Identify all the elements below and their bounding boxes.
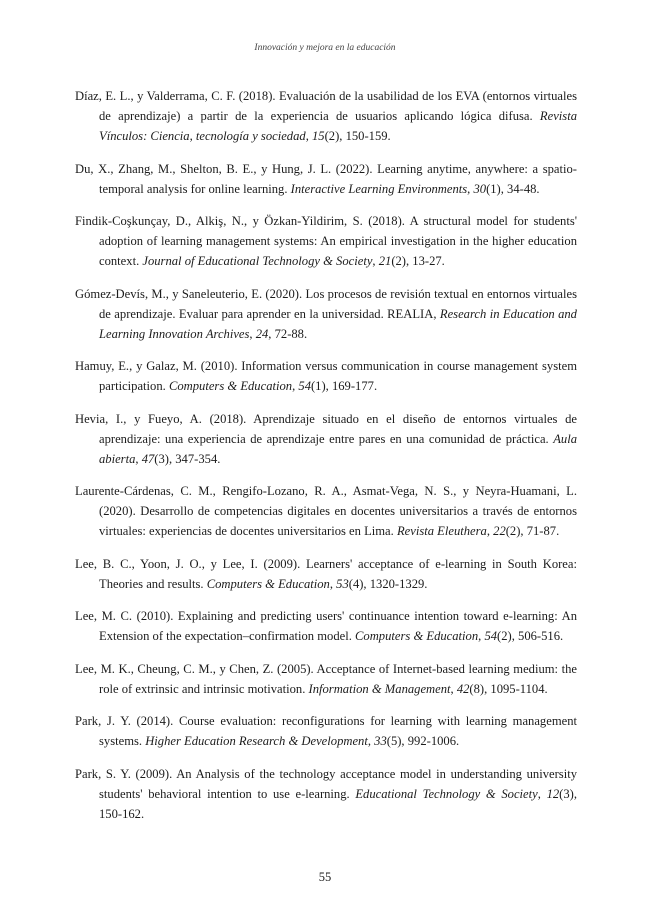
reference-volume: 30: [473, 181, 487, 196]
reference-source: Journal of Educational Technology & Society: [142, 254, 373, 268]
page-number: 55: [318, 870, 332, 884]
reference-entry: [75, 409, 577, 469]
reference-pages: (3), 347-354.: [154, 451, 221, 466]
reference-source: Educational Technology & Society: [355, 786, 538, 801]
reference-separator: ,: [249, 326, 256, 341]
reference-volume: 22: [493, 524, 506, 538]
reference-text: Díaz, E. L., y Valderrama, C. F. (2018). Evaluación de la usabilidad de los EVA (entornos virtuales de aprendizaje) a partir de la experiencia de usuarios aplicando lógica difusa.: [75, 89, 577, 123]
reference-separator: ,: [367, 734, 375, 748]
reference-pages: (8), 1095-1104.: [469, 681, 548, 696]
reference-volume: 21: [378, 254, 392, 268]
reference-separator: ,: [372, 254, 379, 268]
reference-pages: (2), 71-87.: [505, 524, 560, 538]
reference-volume: 24: [255, 326, 269, 341]
reference-pages: (2), 150-159.: [324, 129, 391, 143]
reference-text: Findik-Coşkunçay, D., Alkiş, N., y Özkan-Yildirim, S. (2018). A structural model for students' adoption of learning management systems: An empirical investigation in the higher education context.: [75, 214, 577, 268]
reference-text: Gómez-Devís, M., y Saneleuterio, E. (2020). Los procesos de revisión textual en entornos virtuales de aprendizaje. Evaluar para aprender en la universidad. REALIA,: [75, 286, 577, 321]
reference-separator: ,: [467, 181, 474, 196]
reference-entry: [75, 356, 577, 396]
reference-separator: ,: [450, 681, 457, 696]
reference-text: Du, X., Zhang, M., Shelton, B. E., y Hung, J. L. (2022). Learning anytime, anywhere: a spatio-temporal analysis for online learning.: [75, 161, 577, 196]
reference-separator: ,: [486, 524, 494, 538]
reference-pages: (4), 1320-1329.: [348, 576, 428, 591]
reference-entry: [75, 764, 577, 824]
reference-entry: [75, 659, 577, 699]
running-header: Innovación y mejora en la educación: [254, 43, 396, 53]
reference-text: Park, S. Y. (2009). An Analysis of the technology acceptance model in understanding university students' behavioral intention to use e-learning.: [75, 766, 577, 801]
reference-separator: ,: [305, 129, 312, 143]
reference-separator: ,: [537, 786, 547, 801]
reference-source: Aula abierta: [99, 431, 577, 466]
reference-pages: (2), 506-516.: [497, 629, 564, 643]
reference-pages: (1), 169-177.: [310, 379, 378, 393]
reference-text: Hevia, I., y Fueyo, A. (2018). Aprendizaje situado en el diseño de entornos virtuales de aprendizaje: una experiencia de aprendizaje entre pares en una comunidad de práctica.: [75, 411, 577, 446]
reference-separator: ,: [135, 451, 142, 466]
reference-text: Hamuy, E., y Galaz, M. (2010). Information versus communication in course management system participation.: [75, 359, 577, 393]
reference-separator: ,: [329, 576, 337, 591]
reference-entry: [75, 606, 577, 646]
reference-source: Information & Management: [308, 681, 451, 696]
reference-entry: [75, 159, 577, 199]
reference-text: Lee, M. C. (2010). Explaining and predicting users' continuance intention toward e-learning: An Extension of the expectation–confirmation model.: [75, 609, 577, 643]
reference-entry: [75, 86, 577, 146]
reference-entry: [75, 554, 577, 594]
reference-source: Research in Education and Learning Innovation Archives: [99, 306, 577, 341]
reference-pages: (3), 150-162.: [99, 786, 578, 821]
reference-source: Higher Education Research & Development: [145, 734, 368, 748]
reference-source: Revista Vínculos: Ciencia, tecnología y sociedad: [99, 109, 577, 143]
reference-separator: ,: [292, 379, 299, 393]
reference-entry: [75, 711, 577, 751]
reference-entry: [75, 481, 577, 541]
reference-volume: 53: [336, 576, 349, 591]
reference-source: Computers & Education: [206, 576, 330, 591]
reference-volume: 47: [141, 451, 155, 466]
reference-text: Park, J. Y. (2014). Course evaluation: reconfigurations for learning with learning management systems.: [75, 714, 577, 748]
reference-volume: 33: [374, 734, 387, 748]
reference-list: [75, 86, 577, 836]
reference-entry: [75, 211, 577, 271]
reference-text: Lee, M. K., Cheung, C. M., y Chen, Z. (2005). Acceptance of Internet-based learning medium: the role of extrinsic and intrinsic motivation.: [75, 661, 577, 696]
reference-source: Interactive Learning Environments: [290, 181, 468, 196]
reference-source: Computers & Education: [168, 379, 293, 393]
reference-separator: ,: [478, 629, 485, 643]
reference-volume: 42: [456, 681, 470, 696]
reference-text: Lee, B. C., Yoon, J. O., y Lee, I. (2009). Learners' acceptance of e-learning in South Korea: Theories and results.: [75, 556, 577, 591]
reference-volume: 15: [312, 129, 325, 143]
reference-pages: (1), 34-48.: [486, 181, 540, 196]
reference-text: Laurente-Cárdenas, C. M., Rengifo-Lozano, R. A., Asmat-Vega, N. S., y Neyra-Huamani, L. (2020). Desarrollo de competencias digitales en docentes universitarios a través de entornos virtuales: experiencias de docentes universitarios en Lima.: [75, 484, 577, 538]
reference-pages: (2), 13-27.: [391, 254, 445, 268]
reference-source: Revista Eleuthera: [396, 524, 487, 538]
reference-pages: (5), 992-1006.: [386, 734, 460, 748]
reference-volume: 54: [484, 629, 498, 643]
reference-pages: , 72-88.: [268, 326, 308, 341]
reference-entry: [75, 284, 577, 344]
reference-volume: 54: [298, 379, 311, 393]
reference-source: Computers & Education: [355, 629, 479, 643]
reference-volume: 12: [546, 786, 560, 801]
